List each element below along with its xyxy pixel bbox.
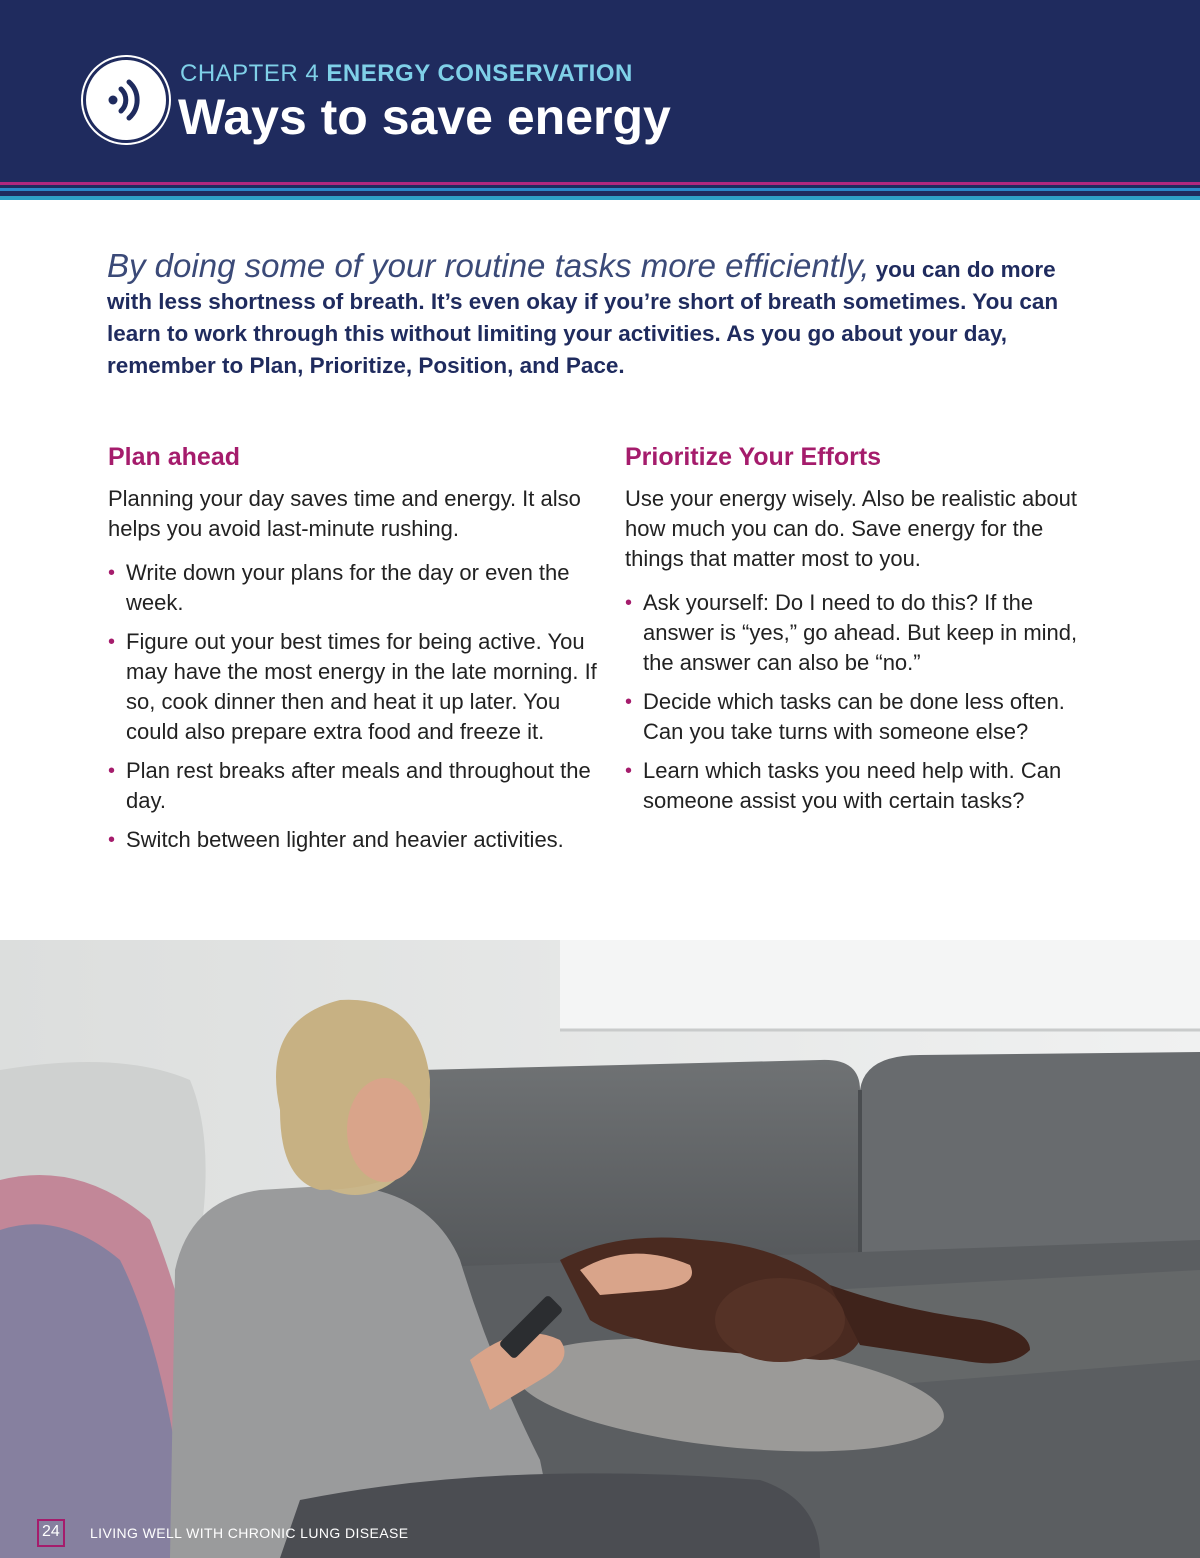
list-item xyxy=(108,627,603,747)
list-item xyxy=(625,588,1105,678)
bullet: • xyxy=(625,592,633,614)
bullet: • xyxy=(625,691,633,713)
list-item xyxy=(625,756,1105,816)
intro-paragraph xyxy=(107,247,1097,382)
list-item xyxy=(108,558,603,618)
list-item-text: Write down your plans for the day or even the week. xyxy=(126,560,570,615)
list-item-text: Plan rest breaks after meals and throughout the day. xyxy=(126,758,591,813)
chapter-prefix: CHAPTER 4 xyxy=(180,60,320,87)
bullet: • xyxy=(108,829,116,851)
plan-ahead-section xyxy=(108,440,603,864)
chapter-name: ENERGY CONSERVATION xyxy=(326,60,633,87)
plan-ahead-paragraph: Planning your day saves time and energy. It also helps you avoid last-minute rushing. xyxy=(108,486,581,541)
intro-body: you can do more with less shortness of breath. It’s even okay if you’re short of breath sometimes. You can learn to work through this without limiting your activities. As you go about your day, remember to Plan, Prioritize, Position, and Pace. xyxy=(107,257,1059,378)
list-item-text: Learn which tasks you need help with. Can someone assist you with certain tasks? xyxy=(643,758,1062,813)
prioritize-paragraph: Use your energy wisely. Also be realistic about how much you can do. Save energy for the things that matter most to you. xyxy=(625,486,1078,571)
plan-ahead-heading: Plan ahead xyxy=(108,443,240,471)
list-item-text: Ask yourself: Do I need to do this? If the answer is “yes,” go ahead. But keep in mind, the answer can also be “no.” xyxy=(643,590,1078,675)
prioritize-heading: Prioritize Your Efforts xyxy=(625,443,882,471)
bullet: • xyxy=(625,760,633,782)
list-item xyxy=(625,687,1105,747)
bullet: • xyxy=(108,760,116,782)
list-item xyxy=(108,825,603,855)
list-item-text: Decide which tasks can be done less often. Can you take turns with someone else? xyxy=(643,689,1065,744)
page-number: 24 xyxy=(42,1523,60,1540)
bullet: • xyxy=(108,562,116,584)
intro-lead: By doing some of your routine tasks more efficiently, xyxy=(107,247,870,284)
chapter-label xyxy=(180,60,633,88)
bullet: • xyxy=(108,631,116,653)
list-item-text: Switch between lighter and heavier activities. xyxy=(126,827,564,852)
photo-woman-with-dog-on-sofa xyxy=(0,940,1200,1558)
sound-waves-icon xyxy=(83,57,169,143)
running-title: LIVING WELL WITH CHRONIC LUNG DISEASE xyxy=(90,1525,409,1541)
prioritize-section xyxy=(625,440,1105,825)
list-item xyxy=(108,756,603,816)
list-item-text: Figure out your best times for being active. You may have the most energy in the late morning. If so, cook dinner then and heat it up later. You could also prepare extra food and freeze it. xyxy=(126,629,597,744)
prioritize-list xyxy=(625,588,1105,816)
plan-ahead-list xyxy=(108,558,603,855)
header-stripe xyxy=(0,196,1200,200)
page-title: Ways to save energy xyxy=(178,89,671,145)
